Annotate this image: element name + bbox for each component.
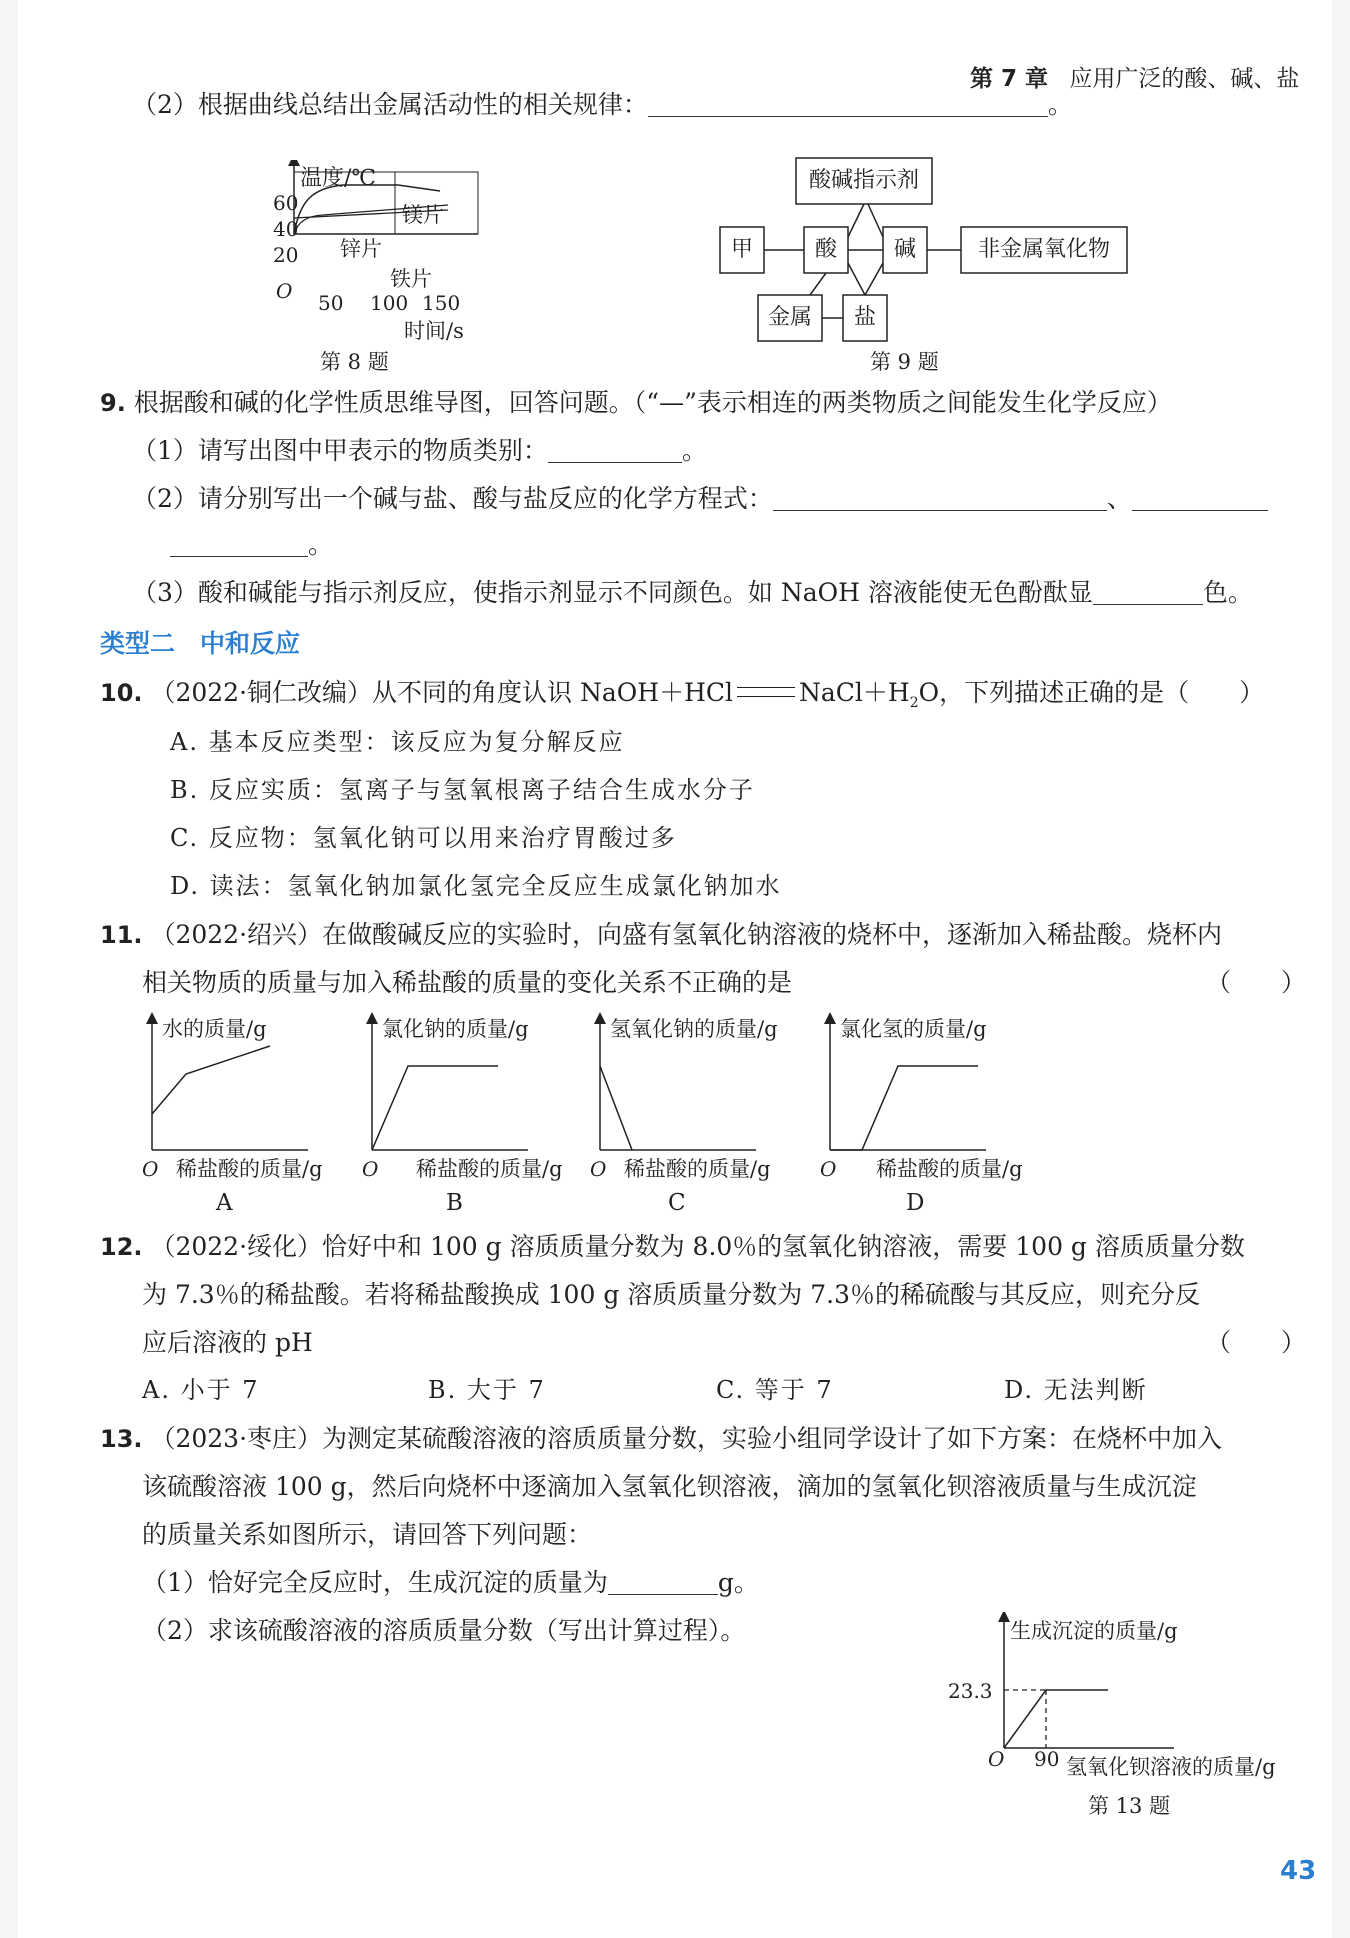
graph-a-xlabel: 稀盐酸的质量/g [176, 1157, 323, 1181]
q10-number: 10. [100, 679, 143, 707]
q13-part2: （2）求该硫酸溶液的溶质质量分数（写出计算过程）。 [142, 1616, 746, 1645]
graph-b-origin: O [362, 1157, 379, 1181]
fig13-line [1004, 1690, 1108, 1748]
fig8-xtick: 50 [318, 291, 344, 315]
q13-p1-end: g。 [717, 1568, 759, 1597]
q9-blank-5[interactable] [1093, 578, 1203, 605]
fig8-ylabel: 温度/℃ [300, 166, 377, 191]
fig8-series-label: 镁片 [402, 203, 444, 227]
graph-c-letter[interactable]: C [668, 1190, 686, 1216]
q10-option[interactable]: D. 读法：氢氧化钠加氯化氢完全反应生成氯化钠加水 [170, 872, 782, 900]
q11-number: 11. [100, 921, 143, 949]
q9-part2 [132, 482, 1268, 516]
page [18, 0, 1332, 1938]
q12-line3: 应后溶液的 pH [142, 1328, 313, 1357]
q9-part3 [132, 576, 1253, 610]
fig8-ytick: 60 [273, 191, 299, 215]
graph-b-ylabel: 氯化钠的质量/g [382, 1017, 529, 1041]
graph-a-line [152, 1046, 270, 1114]
graph-b-letter[interactable]: B [446, 1190, 463, 1216]
q11-line2: 相关物质的质量与加入稀盐酸的质量的变化关系不正确的是 [142, 968, 793, 997]
q10-option[interactable]: C. 反应物：氢氧化钠可以用来治疗胃酸过多 [170, 824, 677, 852]
fig8-xtick: 100 [370, 291, 409, 315]
q11-answer-paren[interactable]: （ ） [1206, 968, 1307, 997]
q10-option[interactable]: B. 反应实质：氢离子与氢氧根离子结合生成水分子 [170, 776, 755, 804]
graph-c-xlabel: 稀盐酸的质量/g [624, 1157, 771, 1181]
q9-p2-mid: 、 [1106, 484, 1132, 513]
q12-line2: 为 7.3％的稀盐酸。若将稀盐酸换成 100 g 溶质质量分数为 7.3％的稀硫酸与其反应，则充分反 [142, 1280, 1200, 1309]
q11-line1 [100, 918, 1222, 952]
q12-option[interactable]: D. 无法判断 [1004, 1376, 1148, 1404]
q8-blank[interactable] [648, 90, 1048, 117]
q9-p3-text: （3）酸和碱能与指示剂反应，使指示剂显示不同颜色。如 NaOH 溶液能使无色酚酞显 [132, 578, 1093, 607]
fig13-origin: O [988, 1747, 1005, 1771]
q13-p1-text: （1）恰好完全反应时，生成沉淀的质量为 [142, 1568, 608, 1597]
fig9-node-jia: 甲 [730, 237, 753, 262]
graph-c-line [600, 1066, 632, 1150]
fig8-ytick: 40 [273, 217, 299, 241]
q9-stem [100, 386, 1172, 420]
q9-p1-text: （1）请写出图中甲表示的物质类别： [132, 436, 548, 465]
fig9-node-oxide: 非金属氧化物 [977, 237, 1110, 262]
fig13-ytick: 23.3 [948, 1679, 993, 1703]
q13-part1 [142, 1566, 759, 1600]
graph-b-xlabel: 稀盐酸的质量/g [416, 1157, 563, 1181]
q12-line1-text: （2022·绥化）恰好中和 100 g 溶质质量分数为 8.0％的氢氧化钠溶液，需要 100 g 溶质质量分数 [150, 1232, 1245, 1261]
q10-stem-c: O，下列描述正确的是（ ） [918, 678, 1265, 707]
graph-c-ylabel: 氢氧化钠的质量/g [610, 1017, 778, 1041]
q8-part2-text: （2）根据曲线总结出金属活动性的相关规律： [132, 90, 648, 119]
fig9-node-salt: 盐 [853, 305, 876, 330]
graph-a-letter[interactable]: A [216, 1190, 233, 1216]
q9-p2-text: （2）请分别写出一个碱与盐、酸与盐反应的化学方程式： [132, 484, 773, 513]
fig9-node-indicator: 酸碱指示剂 [808, 168, 919, 193]
fig8-series-label: 锌片 [340, 237, 382, 261]
graph-a-origin: O [142, 1157, 159, 1181]
graph-d-xlabel: 稀盐酸的质量/g [876, 1157, 1023, 1181]
q9-part1 [132, 434, 707, 468]
q13-line1 [100, 1422, 1222, 1456]
q12-option[interactable]: B. 大于 7 [428, 1376, 546, 1404]
graph-a-ylabel: 水的质量/g [162, 1017, 267, 1041]
fig8-ytick: 20 [273, 243, 299, 267]
fig8-origin: O [276, 279, 293, 303]
q13-line3: 的质量关系如图所示，请回答下列问题： [142, 1520, 593, 1549]
fig9-node-metal: 金属 [767, 305, 812, 330]
q9-blank-3[interactable] [1132, 484, 1268, 511]
q8-part2-end: 。 [1047, 90, 1073, 119]
q13-line2: 该硫酸溶液 100 g，然后向烧杯中逐滴加入氢氧化钡溶液，滴加的氢氧化钡溶液质量与生成沉淀 [142, 1472, 1197, 1501]
q9-stem-text: 根据酸和碱的化学性质思维导图，回答问题。（“—”表示相连的两类物质之间能发生化学反应） [133, 388, 1172, 417]
fig8-caption: 第 8 题 [320, 350, 389, 374]
q13-blank[interactable] [608, 1568, 718, 1595]
q11-line1-text: （2022·绍兴）在做酸碱反应的实验时，向盛有氢氧化钠溶液的烧杯中，逐渐加入稀盐酸。烧杯内 [150, 920, 1223, 949]
fig9-node-base: 碱 [893, 237, 916, 262]
fig9-node-acid: 酸 [814, 237, 837, 262]
q9-blank-1[interactable] [548, 436, 682, 463]
equals-sign-icon [737, 687, 795, 697]
fig13-xtick: 90 [1034, 1747, 1060, 1771]
graph-d-origin: O [820, 1157, 837, 1181]
graph-d-ylabel: 氯化氢的质量/g [840, 1017, 987, 1041]
q9-blank-2[interactable] [773, 484, 1107, 511]
fig8-series-label: 铁片 [390, 267, 432, 291]
q10-stem [100, 676, 1264, 720]
graph-c-origin: O [590, 1157, 607, 1181]
q8-part2 [132, 88, 1073, 122]
q10-subscript: 2 [909, 695, 919, 711]
q9-number: 9. [100, 389, 126, 417]
fig8-xlabel: 时间/s [404, 319, 464, 343]
q12-answer-paren[interactable]: （ ） [1206, 1328, 1307, 1357]
chapter-number: 第 7 章 [970, 66, 1049, 92]
fig13-ylabel: 生成沉淀的质量/g [1010, 1619, 1178, 1643]
q13-number: 13. [100, 1425, 143, 1453]
graph-b-line [372, 1066, 498, 1150]
fig13-xlabel: 氢氧化钡溶液的质量/g [1066, 1755, 1276, 1779]
section-title: 类型二 中和反应 [100, 629, 301, 658]
q12-number: 12. [100, 1233, 143, 1261]
q12-option[interactable]: A. 小于 7 [142, 1376, 260, 1404]
q9-blank-4[interactable] [170, 530, 308, 557]
q12-line1 [100, 1230, 1245, 1264]
q10-stem-b: NaCl＋H [799, 678, 910, 707]
fig9-caption: 第 9 题 [870, 350, 939, 374]
q13-line1-text: （2023·枣庄）为测定某硫酸溶液的溶质质量分数，实验小组同学设计了如下方案：在烧杯中加入 [150, 1424, 1223, 1453]
q9-part2-cont [170, 528, 333, 562]
q9-p2-end: 。 [308, 530, 334, 559]
page-number: 43 [1280, 1856, 1317, 1886]
fig8-xtick: 150 [422, 291, 461, 315]
q9-p1-end: 。 [681, 436, 707, 465]
q9-p3-end: 色。 [1202, 578, 1253, 607]
fig13-caption: 第 13 题 [1088, 1794, 1171, 1818]
graph-d-line [830, 1066, 978, 1150]
q12-option[interactable]: C. 等于 7 [716, 1376, 834, 1404]
q10-stem-a: （2022·铜仁改编）从不同的角度认识 NaOH＋HCl [150, 678, 733, 707]
chapter-title: 应用广泛的酸、碱、盐 [1069, 66, 1300, 92]
graph-d-letter[interactable]: D [906, 1190, 925, 1216]
q10-option[interactable]: A. 基本反应类型：该反应为复分解反应 [170, 728, 625, 756]
